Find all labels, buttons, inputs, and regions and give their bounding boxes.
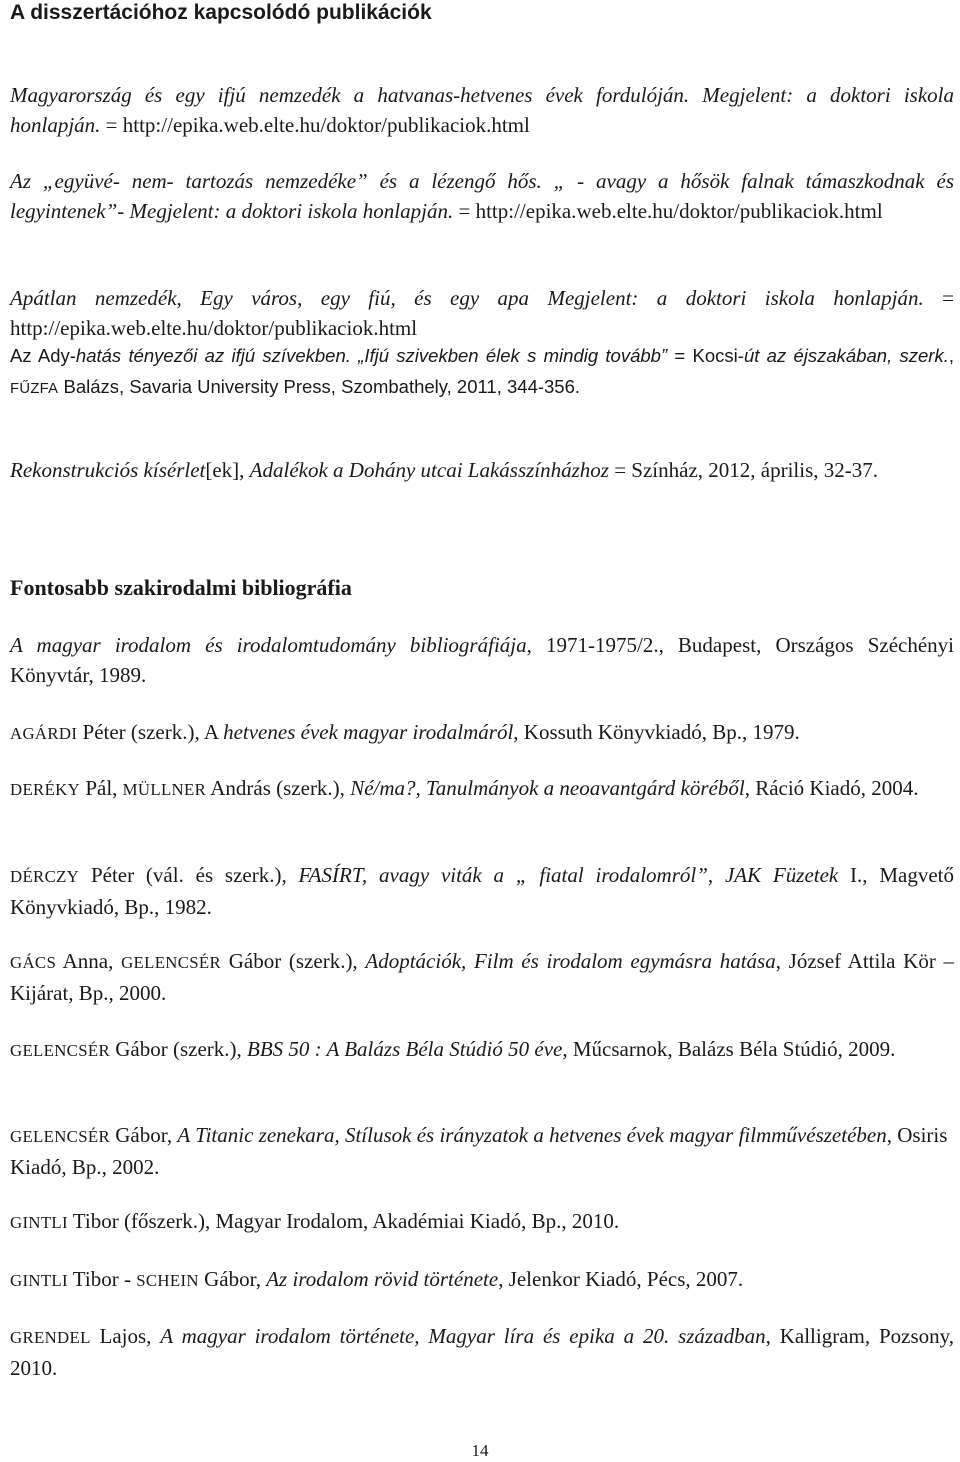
entry-text: = Színház, 2012, április, 32-37. <box>608 458 879 482</box>
italic-title-text: FASÍRT, avagy viták a „ fiatal irodalomról” <box>298 863 708 887</box>
italic-title-text: Né/ma?, Tanulmányok a neoavantgárd köréből <box>350 776 745 800</box>
bibliography-entry <box>10 630 954 690</box>
entry-text: , Kossuth Könyvkiadó, Bp., 1979. <box>513 720 800 744</box>
bibliography-entry <box>10 1034 954 1066</box>
entry-text: , József Attila Kör – Kijárat, Bp., 2000. <box>10 949 955 1005</box>
italic-title-text: A magyar irodalom története, Magyar líra és epika a 20. században <box>160 1324 766 1348</box>
italic-title-text: Az „együvé- nem- tartozás nemzedéke” és a lézengő hős. „ - avagy a hősök falnak támaszkodnak és legyintenek”- Megjelent: a doktori iskola honlapján. <box>10 169 954 223</box>
bibliography-entry <box>10 773 954 805</box>
entry-text: , <box>707 863 725 887</box>
italic-title-text: Adalékok a Dohány utcai Lakásszínházhoz <box>249 458 609 482</box>
entry-text: Tibor (főszerk.), Magyar Irodalom, Akadémiai Kiadó, Bp., 2010. <box>67 1209 620 1233</box>
entry-text: I., Magvető Könyvkiadó, Bp., 1982. <box>10 863 955 919</box>
entry-text: Péter (szerk.), A <box>77 720 224 744</box>
entry-text: Gábor (szerk.), <box>221 949 366 973</box>
publication-entry <box>10 166 954 226</box>
entry-text: , Jelenkor Kiadó, Pécs, 2007. <box>498 1267 744 1291</box>
italic-title-text: Az irodalom rövid története <box>266 1267 499 1291</box>
entry-text: , Műcsarnok, Balázs Béla Stúdió, 2009. <box>562 1037 896 1061</box>
italic-title-text: Rekonstrukciós kísérlet <box>10 458 206 482</box>
bibliography-entry <box>10 1120 954 1182</box>
entry-text: Balázs, Savaria University Press, Szombathely, 2011, 344-356. <box>58 376 581 397</box>
entry-text: = http://epika.web.elte.hu/doktor/publikaciok.html <box>453 199 883 223</box>
italic-title-text: BBS 50 : A Balázs Béla Stúdió 50 éve <box>247 1037 563 1061</box>
author-surname: GELENCSÉR <box>10 1041 110 1060</box>
italic-title-text: JAK Füzetek <box>724 863 839 887</box>
entry-text: Gábor (szerk.), <box>109 1037 248 1061</box>
entry-text: [ek], <box>205 458 250 482</box>
bibliography-entry <box>10 1321 954 1383</box>
author-surname: AGÁRDI <box>10 724 78 743</box>
publication-entry <box>10 80 954 140</box>
author-surname: GELENCSÉR <box>10 1127 110 1146</box>
italic-title-text: A Titanic zenekara, Stílusok és irányzatok a hetvenes évek magyar filmművészetében <box>177 1123 887 1147</box>
entry-text: Anna, <box>56 949 122 973</box>
entry-text: = Kocsi- <box>667 345 744 366</box>
author-surname: GRENDEL <box>10 1328 91 1347</box>
publication-entry <box>10 340 954 405</box>
entry-text: Tibor - <box>67 1267 137 1291</box>
entry-text: Gábor, <box>109 1123 178 1147</box>
section-heading-publications: A disszertációhoz kapcsolódó publikációk <box>10 1 432 24</box>
entry-text: Péter (vál. és szerk.), <box>79 863 299 887</box>
bibliography-entry <box>10 1264 954 1296</box>
entry-text: , <box>948 345 955 366</box>
entry-text: , 1971-1975/2., Budapest, Országos Széchényi Könyvtár, 1989. <box>10 633 954 687</box>
author-surname: GELENCSÉR <box>121 953 222 972</box>
entry-text: , Kalligram, Pozsony, 2010. <box>10 1324 955 1380</box>
section-heading-bibliography: Fontosabb szakirodalmi bibliográfia <box>10 575 352 600</box>
bibliography-entry <box>10 1206 954 1238</box>
author-surname: GINTLI <box>10 1271 68 1290</box>
italic-title-text: A magyar irodalom és irodalomtudomány bibliográfiája <box>10 633 527 657</box>
author-surname: DERÉKY <box>10 780 81 799</box>
entry-text: , Osiris Kiadó, Bp., 2002. <box>10 1123 948 1179</box>
author-surname: GINTLI <box>10 1213 68 1232</box>
entry-text: Pál, <box>80 776 123 800</box>
bibliography-entry <box>10 860 954 922</box>
entry-text: , Ráció Kiadó, 2004. <box>744 776 919 800</box>
page-number: 14 <box>471 1441 489 1460</box>
bibliography-entry <box>10 946 954 1008</box>
italic-title-text: Magyarország és egy ifjú nemzedék a hatvanas-hetvenes évek fordulóján. Megjelent: a doktori iskola honlapján. <box>10 83 954 137</box>
italic-title-text: hatás tényezői az ifjú szívekben. „Ifjú szivekben élek s mindig tovább” <box>75 345 668 366</box>
author-surname: SCHEIN <box>136 1271 199 1290</box>
bibliography-entry <box>10 717 954 749</box>
entry-text: = http://epika.web.elte.hu/doktor/publikaciok.html <box>100 113 530 137</box>
italic-title-text: Apátlan nemzedék, Egy város, egy fiú, és egy apa Megjelent: a doktori iskola honlapján. <box>10 286 924 310</box>
author-surname: FŰZFA <box>10 381 59 397</box>
entry-text: Lajos, <box>90 1324 161 1348</box>
publication-entry <box>10 283 954 343</box>
author-surname: GÁCS <box>10 953 57 972</box>
publication-entry <box>10 455 954 485</box>
entry-text: = http://epika.web.elte.hu/doktor/publikaciok.html <box>10 286 955 340</box>
entry-text: Az Ady- <box>10 345 76 366</box>
italic-title-text: út az éjszakában, szerk. <box>743 345 949 366</box>
italic-title-text: hetvenes évek magyar irodalmáról <box>223 720 514 744</box>
italic-title-text: Adoptációk, Film és irodalom egymásra hatása <box>365 949 776 973</box>
author-surname: DÉRCZY <box>10 867 80 886</box>
entry-text: András (szerk.), <box>206 776 351 800</box>
entry-text: Gábor, <box>198 1267 267 1291</box>
author-surname: MÜLLNER <box>122 780 207 799</box>
